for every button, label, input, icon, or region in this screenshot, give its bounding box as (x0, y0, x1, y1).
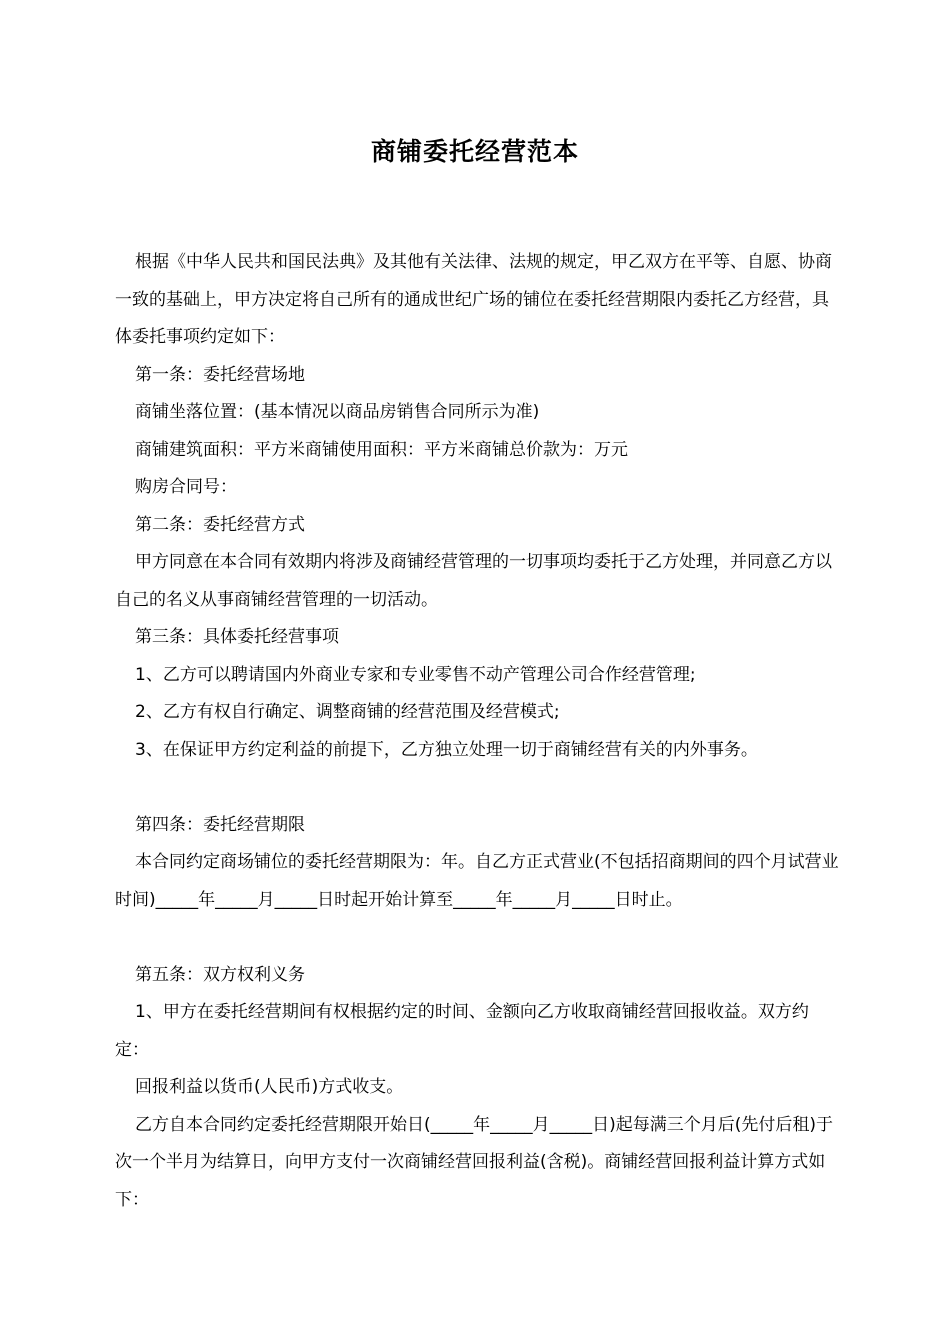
paragraph-article-3-heading: 第三条：具体委托经营事项 (135, 627, 339, 647)
paragraph-article-3-item-3: 3、在保证甲方约定利益的前提下，乙方独立处理一切于商铺经营有关的内外事务。 (135, 739, 758, 760)
paragraph-payment-method: 回报利益以货币(人民币)方式收支。 (135, 1077, 404, 1097)
paragraph-article-5-item-1: 1、甲方在委托经营期间有权根据约定的时间、金额向乙方收取商铺经营回报收益。双方约定： (115, 1002, 809, 1060)
paragraph-shop-location: 商铺坐落位置：(基本情况以商品房销售合同所示为准) (135, 402, 540, 422)
paragraph-contract-number: 购房合同号： (135, 477, 237, 497)
paragraph-article-2-heading: 第二条：委托经营方式 (135, 514, 305, 535)
paragraph-preamble: 根据《中华人民共和国民法典》及其他有关法律、法规的规定，甲乙双方在平等、自愿、协商一致的基础上，甲方决定将自己所有的通成世纪广场的铺位在委托经营期限内委托乙方经营，具体委托事项约定如下： (115, 252, 832, 347)
paragraph-settlement-terms: 乙方自本合同约定委托经营期限开始日(_____年_____月_____日)起每满三个月后(先付后租)于次一个半月为结算日，向甲方支付一次商铺经营回报利益(含税)。商铺经营回报利益计算方式如下： (115, 1114, 834, 1210)
document-body (115, 244, 840, 1219)
paragraph-article-3-item-2: 2、乙方有权自行确定、调整商铺的经营范围及经营模式; (135, 702, 560, 722)
paragraph-article-4-heading: 第四条：委托经营期限 (135, 814, 305, 835)
document-title: 商铺委托经营范本 (370, 137, 579, 166)
paragraph-article-4-body: 本合同约定商场铺位的委托经营期限为：年。自乙方正式营业(不包括招商期间的四个月试营业时间)_____年_____月_____日时起开始计算至_____年_____月_____日时止。 (115, 852, 839, 910)
paragraph-article-2-body: 甲方同意在本合同有效期内将涉及商铺经营管理的一切事项均委托于乙方处理，并同意乙方以自己的名义从事商铺经营管理的一切活动。 (115, 552, 832, 610)
paragraph-article-1-heading: 第一条：委托经营场地 (135, 364, 305, 385)
paragraph-shop-area: 商铺建筑面积：平方米商铺使用面积：平方米商铺总价款为：万元 (135, 439, 628, 460)
paragraph-article-5-heading: 第五条：双方权利义务 (135, 964, 305, 985)
paragraph-article-3-item-1: 1、乙方可以聘请国内外商业专家和专业零售不动产管理公司合作经营管理; (135, 664, 696, 685)
